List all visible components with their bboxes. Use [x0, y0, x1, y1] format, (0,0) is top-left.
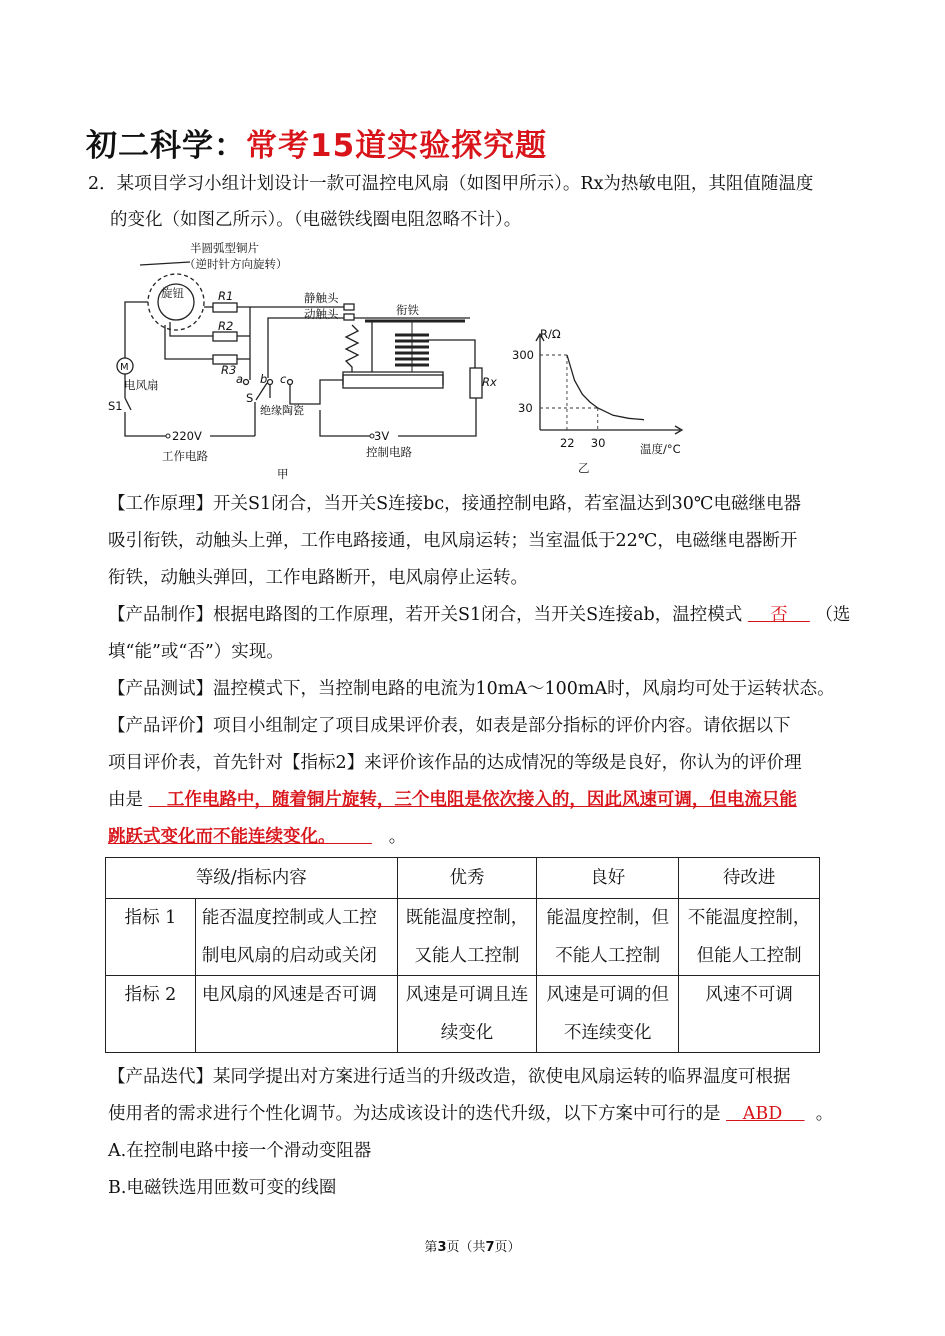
label-r1: R1 — [218, 289, 234, 303]
evaluation-end: 。 — [388, 827, 407, 847]
iteration-end: 。 — [815, 1104, 834, 1124]
label-rx: Rx — [482, 375, 497, 389]
question-intro — [88, 166, 862, 238]
production-label: 【产品制作】 — [108, 605, 213, 625]
caption-yi: 乙 — [578, 461, 590, 475]
label-arc: 半圆弧型铜片 — [190, 241, 259, 255]
table-header: 待改进 — [679, 858, 820, 899]
table-cell: 风速是可调的但 不连续变化 — [537, 976, 679, 1053]
principle-block — [108, 486, 860, 597]
graph-xlabel: 温度/°C — [640, 442, 681, 456]
evaluation-line1: 项目小组制定了项目成果评价表，如表是部分指标的评价内容。请依据以下 — [213, 716, 791, 736]
production-text: 根据电路图的工作原理，若开关S1闭合，当开关S连接ab，温控模式 — [213, 605, 743, 625]
label-fan: 电风扇 — [124, 378, 159, 392]
option-b: B.电磁铁选用匝数可变的线圈 — [108, 1178, 337, 1198]
graph-ylabel: R/Ω — [540, 327, 561, 341]
x-tick-30: 30 — [590, 436, 606, 450]
figure-jia — [100, 238, 510, 483]
table-row — [106, 899, 820, 976]
label-220v: 220V — [172, 429, 202, 443]
label-static-contact: 静触头 — [304, 291, 339, 305]
label-3v: 3V — [374, 429, 390, 443]
table-cell: 风速是可调且连 续变化 — [397, 976, 537, 1053]
label-motor: M — [120, 362, 129, 373]
page-number: 3 — [437, 1240, 447, 1255]
label-knob: 旋钮 — [161, 286, 184, 300]
page-title — [86, 120, 547, 165]
y-tick-300: 300 — [512, 348, 534, 362]
title-highlight: 常考15道实验探究题 — [246, 128, 548, 164]
table-header: 良好 — [537, 858, 679, 899]
page-footer: 第3页（共7页） — [424, 1240, 521, 1255]
iteration-answer: ABD — [742, 1104, 783, 1124]
y-tick-30: 30 — [518, 401, 533, 415]
table-cell: 风速不可调 — [679, 976, 820, 1053]
label-b: b — [260, 372, 268, 386]
label-s: S — [246, 391, 254, 405]
iteration-block — [108, 1059, 860, 1207]
evaluation-table — [105, 857, 820, 1053]
table-cell: 电风扇的风速是否可调 — [195, 976, 397, 1053]
thermistor-rx — [470, 368, 482, 398]
table-cell: 既能温度控制， 又能人工控制 — [397, 899, 537, 976]
resistor-r2 — [213, 332, 237, 341]
label-control-circuit: 控制电路 — [366, 445, 412, 459]
label-r3: R3 — [221, 363, 237, 377]
iteration-line2: 使用者的需求进行个性化调节。为达成该设计的迭代升级，以下方案中可行的是 — [108, 1104, 721, 1124]
table-header: 优秀 — [397, 858, 537, 899]
label-insulator: 绝缘陶瓷 — [260, 404, 304, 417]
rx-curve — [567, 355, 644, 420]
evaluation-block — [108, 708, 860, 856]
production-answer: 否 — [770, 605, 788, 625]
evaluation-answer-1: 工作电路中，随着铜片旋转，三个电阻是依次接入的，因此风速可调，但电流只能 — [166, 790, 797, 810]
testing-label: 【产品测试】 — [108, 679, 213, 699]
table-header: 等级/指标内容 — [106, 858, 398, 899]
label-moving-contact: 动触头 — [304, 307, 339, 321]
production-line2: 填“能”或“否”）实现。 — [108, 642, 284, 662]
evaluation-line2: 项目评价表，首先针对【指标2】来评价该作品的达成情况的等级是良好，你认为的评价理 — [108, 753, 802, 773]
testing-block — [108, 671, 860, 708]
evaluation-label: 【产品评价】 — [108, 716, 213, 736]
table-header-row — [106, 858, 820, 899]
table-cell: 不能温度控制， 但能人工控制 — [679, 899, 820, 976]
option-a: A.在控制电路中接一个滑动变阻器 — [108, 1141, 372, 1161]
table-row — [106, 976, 820, 1053]
evaluation-answer-2: 跳跃式变化而不能连续变化。 — [108, 827, 336, 847]
label-c: c — [280, 372, 287, 386]
table-cell: 指标 1 — [106, 899, 196, 976]
question-number: 2． — [88, 174, 117, 194]
principle-line2: 吸引衔铁，动触头上弹，工作电路接通，电风扇运转；当室温低于22℃，电磁继电器断开 — [108, 531, 798, 551]
evaluation-line3-prefix: 由是 — [108, 790, 143, 810]
label-a: a — [236, 372, 244, 386]
label-s1: S1 — [108, 399, 123, 413]
production-text-after: （选 — [815, 605, 851, 625]
caption-jia: 甲 — [277, 467, 289, 481]
principle-line1: 开关S1闭合，当开关S连接bc，接通控制电路，若室温达到30℃电磁继电器 — [213, 494, 801, 514]
principle-label: 【工作原理】 — [108, 494, 213, 514]
testing-text: 温控模式下，当控制电路的电流为10mA～100mA时，风扇均可处于运转状态。 — [213, 679, 835, 699]
principle-line3: 衔铁，动触头弹回，工作电路断开，电风扇停止运转。 — [108, 568, 528, 588]
figure-yi — [505, 322, 705, 477]
label-r2: R2 — [218, 319, 234, 333]
page-total: 7 — [485, 1240, 495, 1255]
production-block — [108, 597, 860, 671]
label-rotate: （逆时针方向旋转） — [184, 257, 288, 271]
x-tick-22: 22 — [559, 436, 575, 450]
label-work-circuit: 工作电路 — [162, 449, 208, 463]
table-cell: 指标 2 — [106, 976, 196, 1053]
intro-line2: 的变化（如图乙所示）。（电磁铁线圈电阻忽略不计）。 — [110, 210, 522, 230]
iteration-label: 【产品迭代】 — [108, 1067, 213, 1087]
label-armature: 衔铁 — [396, 303, 419, 317]
resistor-r1 — [213, 303, 237, 312]
knob-arc — [148, 274, 204, 330]
iteration-line1: 某同学提出对方案进行适当的升级改造，欲使电风扇运转的临界温度可根据 — [213, 1067, 791, 1087]
title-prefix: 初二科学： — [86, 128, 246, 164]
intro-line1: 某项目学习小组计划设计一款可温控电风扇（如图甲所示）。Rx为热敏电阻，其阻值随温度 — [116, 174, 814, 194]
table-cell: 能温度控制，但 不能人工控制 — [537, 899, 679, 976]
table-cell: 能否温度控制或人工控 制电风扇的启动或关闭 — [195, 899, 397, 976]
